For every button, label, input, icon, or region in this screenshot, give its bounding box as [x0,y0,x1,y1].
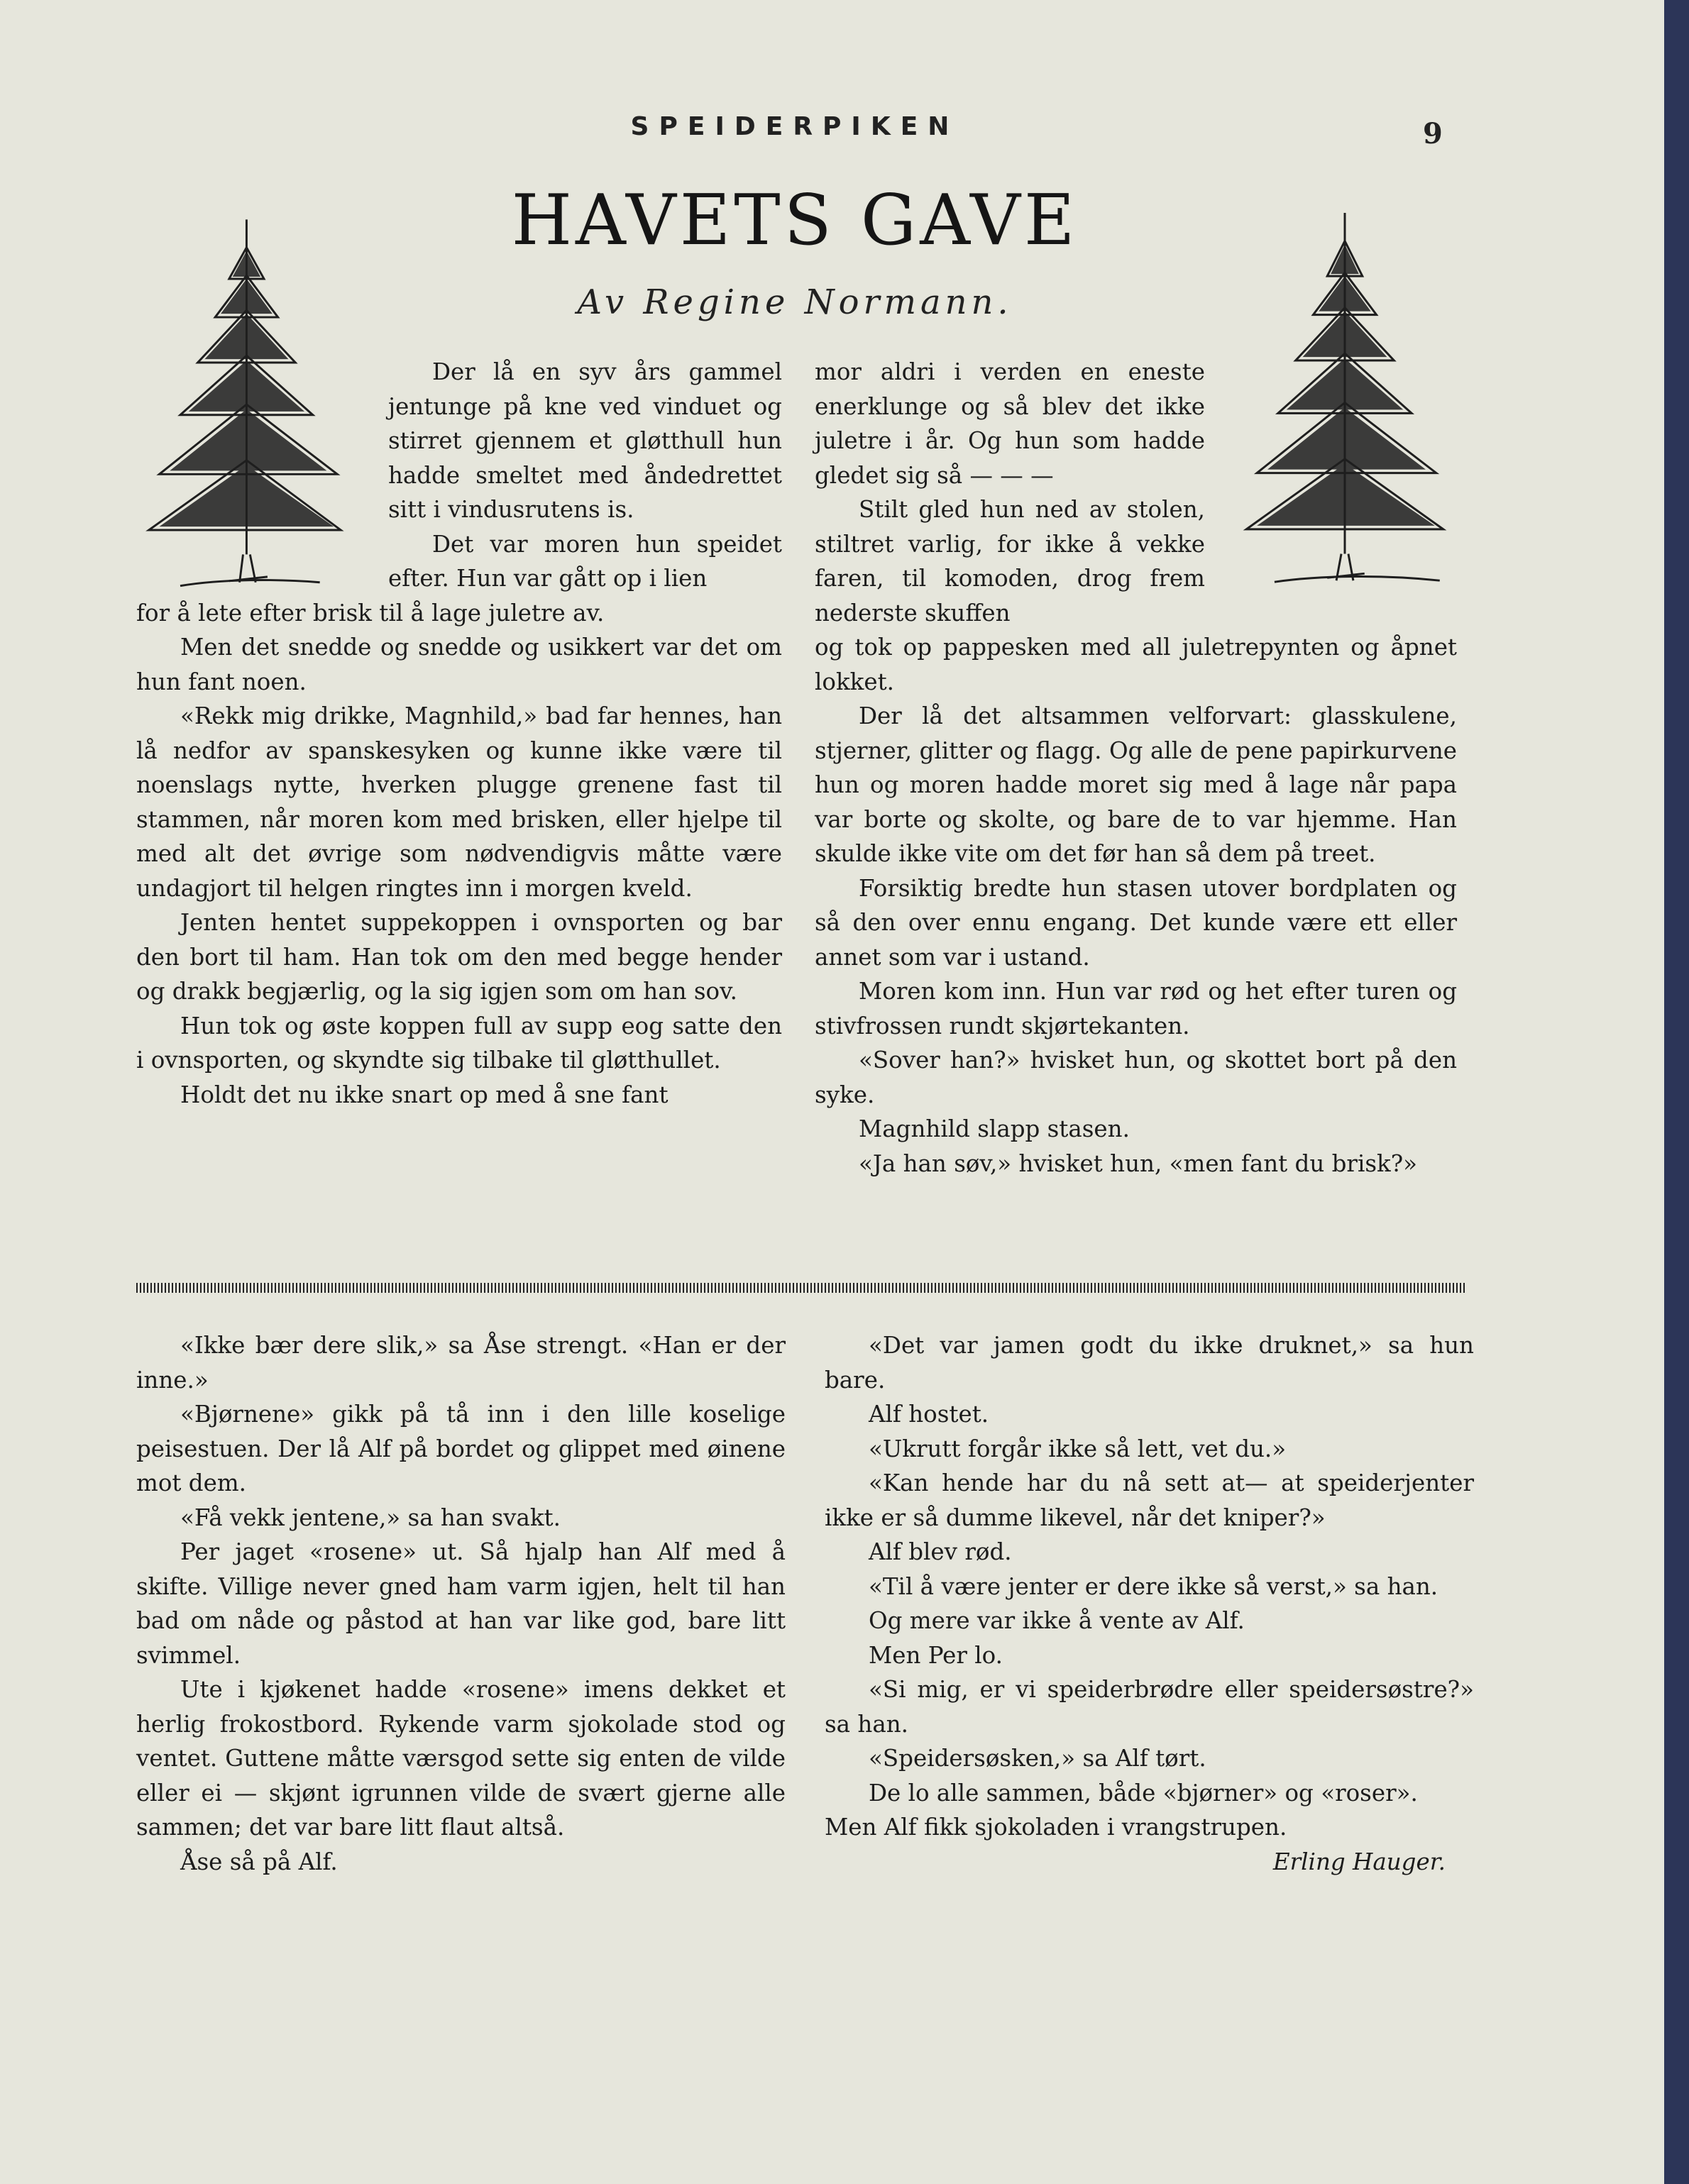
paragraph: Ute i kjøkenet hadde «rosene» imens dekket et herlig frokostbord. Rykende varm sjokolade stod og ventet. Guttene måtte værsgod sette sig enten de vilde eller ei — skjønt igrunnen vilde de svært gjerne alle sammen; det var bare litt flaut altså. [136,1676,786,1841]
paragraph: Hun tok og øste koppen full av supp eog satte den i ovnsporten, og skyndte sig tilbake til gløtthullet. [136,1012,782,1074]
article-title: HAVETS GAVE [511,180,1079,261]
paragraph: Stilt gled hun ned av stolen, stiltret varlig, for ikke å vekke faren, til komoden, drog frem nederste skuffen [815,496,1205,627]
paragraph: «Kan hende har du nå sett at— at speiderjenter ikke er så dumme likevel, når det kniper?» [825,1469,1474,1531]
paragraph: Moren kom inn. Hun var rød og het efter turen og stivfrossen rundt skjørtekanten. [815,978,1457,1039]
story-column-right [825,1328,1474,1879]
paragraph: «Ukrutt forgår ikke så lett, vet du.» [869,1435,1287,1462]
section-divider [136,1283,1467,1293]
paragraph: Magnhild slapp stasen. [859,1115,1130,1142]
article-column-right [815,355,1457,1181]
paragraph: «Ikke bær dere slik,» sa Åse strengt. «Han er der inne.» [136,1332,786,1394]
paragraph: «Ja han søv,» hvisket hun, «men fant du brisk?» [859,1149,1418,1177]
paragraph: «Få vekk jentene,» sa han svakt. [180,1504,561,1531]
paragraph: Der lå en syv års gammel jentunge på kne ved vinduet og stirret gjennem et gløtthull hun hadde smeltet med åndedrettet sitt i vindusrutens is. [388,358,782,523]
paragraph: Åse så på Alf. [180,1848,338,1875]
paragraph: «Rekk mig drikke, Magnhild,» bad far hennes, han lå nedfor av spanskesyken og kunne ikke være til noenslags nytte, hverken plugge grenene fast til stammen, når moren kom med brisken, eller hjelpe til med alt det øvrige som nødvendigvis måtte være undagjort til helgen ringtes inn i morgen kveld. [136,702,782,902]
paragraph: Alf blev rød. [869,1538,1012,1565]
paragraph: Jenten hentet suppekoppen i ovnsporten og bar den bort til ham. Han tok om den med begge hender og drakk begjærlig, og la sig igjen som om han sov. [136,909,782,1005]
paragraph: De lo alle sammen, både «bjørner» og «roser». [869,1779,1418,1807]
paragraph: Men Alf fikk sjokoladen i vrangstrupen. [825,1814,1287,1841]
paragraph: «Si mig, er vi speiderbrødre eller speidersøstre?» sa han. [825,1676,1474,1738]
author-signature: Erling Hauger. [1272,1848,1446,1875]
paragraph: mor aldri i verden en eneste enerklunge og så blev det ikke juletre i år. Og hun som hadde gledet sig så — — — [815,358,1205,489]
article-byline: Av Regine Normann. [577,282,1013,322]
paragraph: Holdt det nu ikke snart op med å sne fant [180,1081,669,1108]
paragraph: Det var moren hun speidet efter. Hun var gått op i lien [388,530,782,592]
paragraph: Alf hostet. [869,1401,989,1428]
article-column-left [136,355,782,1112]
paragraph: Per jaget «rosene» ut. Så hjalp han Alf med å skifte. Villige never gned ham varm igjen, helt til han bad om nåde og påstod at han var like god, bare litt svimmel. [136,1538,786,1669]
paragraph: Og mere var ikke å vente av Alf. [869,1607,1245,1634]
paragraph: Men Per lo. [869,1641,1003,1669]
paragraph: og tok op pappesken med all juletrepynten og åpnet lokket. [815,634,1457,695]
paragraph: Forsiktig bredte hun stasen utover bordplaten og så den over ennu engang. Det kunde være ett eller annet som var i ustand. [815,874,1457,971]
paragraph: «Til å være jenter er dere ikke så verst,» sa han. [869,1572,1438,1600]
paragraph: for å lete efter brisk til å lage juletre av. [136,599,605,627]
paragraph: Men det snedde og snedde og usikkert var det om hun fant noen. [136,634,782,695]
paragraph: «Det var jamen godt du ikke druknet,» sa hun bare. [825,1332,1474,1394]
paragraph: «Sover han?» hvisket hun, og skottet bort på den syke. [815,1047,1457,1108]
story-column-left [136,1328,786,1879]
page-number: 9 [1423,117,1443,150]
paragraph: Der lå det altsammen velforvart: glasskulene, stjerner, glitter og flagg. Og alle de pene papirkurvene hun og moren hadde moret sig med å lage når papa var borte og skolte, og bare de to var hjemme. Han skulde ikke vite om det før han så dem på treet. [815,702,1457,867]
paragraph: «Speidersøsken,» sa Alf tørt. [869,1745,1206,1772]
running-title: SPEIDERPIKEN [630,112,959,141]
paragraph: «Bjørnene» gikk på tå inn i den lille koselige peisestuen. Der lå Alf på bordet og glippet med øinene mot dem. [136,1401,786,1496]
